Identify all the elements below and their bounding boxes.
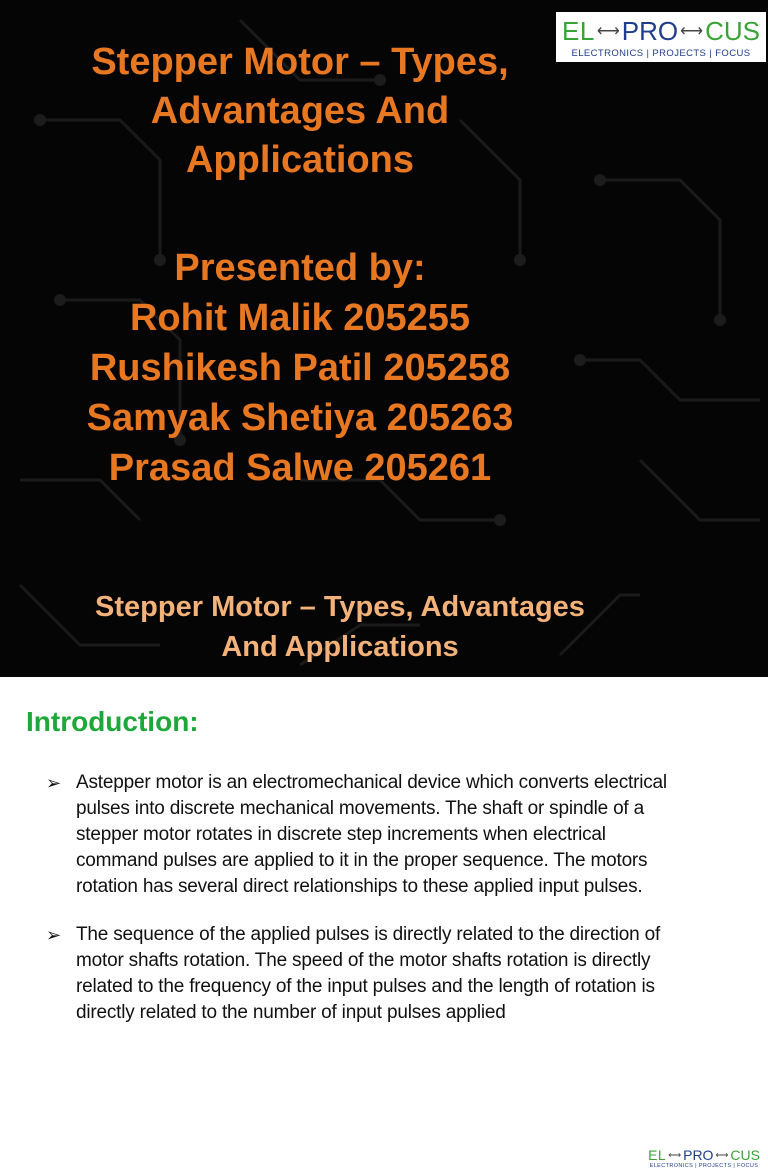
title-line: And Applications [221,631,459,663]
introduction-heading: Introduction: [26,706,199,737]
elprocus-logo [556,12,766,62]
author-name: Rushikesh Patil 205258 [89,347,511,389]
author-name: Prasad Salwe 205261 [108,447,492,489]
elprocus-logo [643,1143,765,1173]
title-line: Stepper Motor – Types, [91,41,509,83]
text-line: pulses into discrete mechanical movements. The shaft or spindle of a [76,798,644,819]
arrow-bullet-icon: ➢ [46,925,62,945]
logo-el-text: EL [648,1147,667,1163]
text-line: Astepper motor is an electromechanical device which converts electrical [76,772,667,793]
slide-title [30,38,570,185]
text-line: stepper motor rotates in discrete step increments when electrical [76,824,606,845]
logo-pro-text: PRO [621,15,679,46]
presenters-block [30,243,570,493]
logo-pro-text: PRO [683,1147,714,1163]
title-line: Advantages And [150,90,450,132]
logo-connector-icon: ⟷ [668,1149,682,1160]
bullet-item [46,922,726,1026]
logo-connector-icon: ⟷ [596,23,620,40]
bullet-item [46,770,726,900]
text-line: directly related to the number of input pulses applied [76,1002,506,1023]
logo-connector-icon: ⟷ [715,1149,729,1160]
logo-tagline: ELECTRONICS | PROJECTS | FOCUS [649,1163,759,1169]
bullet-text [76,922,660,1026]
text-line: related to the frequency of the input pulses and the length of rotation is [76,976,655,997]
bullet-text [76,770,667,900]
logo-cus-text: CUS [705,15,760,46]
author-name: Samyak Shetiya 205263 [86,397,514,439]
logo-cus-text: CUS [730,1147,760,1163]
logo-el-text: EL [562,15,595,46]
text-line: rotation has several direct relationships to these applied input pulses. [76,876,643,897]
logo-tagline: ELECTRONICS | PROJECTS | FOCUS [571,47,751,59]
text-line: The sequence of the applied pulses is directly related to the direction of [76,924,661,945]
bullet-list [46,770,726,1048]
title-line: Stepper Motor – Types, Advantages [95,591,585,623]
title-slide [0,0,768,565]
author-name: Rohit Malik 205255 [129,297,471,339]
text-line: command pulses are applied to it in the proper sequence. The motors [76,850,648,871]
presented-by-label: Presented by: [174,247,426,289]
logo-connector-icon: ⟷ [680,23,704,40]
text-line: motor shafts rotation. The speed of the motor shafts rotation is directly [76,950,651,971]
title-line: Applications [185,139,415,181]
slide-title [20,587,660,667]
arrow-bullet-icon: ➢ [46,773,62,793]
